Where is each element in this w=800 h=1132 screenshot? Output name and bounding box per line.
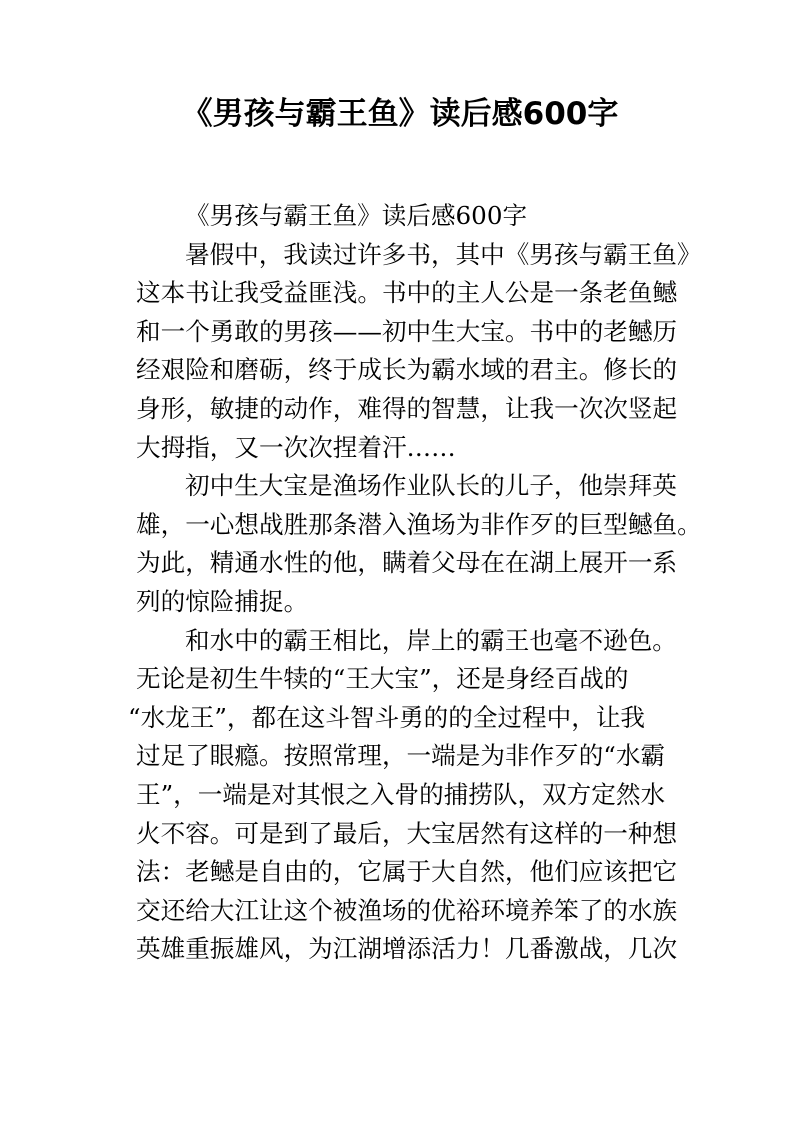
paragraph-1-line-4: 经艰险和磨砺，终于成长为霸水域的君主。修长的	[136, 355, 678, 385]
paragraph-3-line-9: 英雄重振雄风，为江湖增添活力！几番激战，几次	[136, 934, 678, 964]
paragraph-2-line-4: 列的惊险捕捉。	[136, 586, 309, 616]
paragraph-1-line-2: 这本书让我受益匪浅。书中的主人公是一条老鱼鳡	[136, 278, 678, 308]
text-line-subtitle: 《男孩与霸王鱼》读后感600字	[185, 201, 528, 230]
paragraph-3-line-2: 无论是初生牛犊的“王大宝”，还是身经百战的	[136, 664, 629, 694]
page-title: 《男孩与霸王鱼》读后感600字	[181, 96, 619, 132]
paragraph-3-line-8: 交还给大江让这个被渔场的优裕环境养笨了的水族	[136, 895, 678, 925]
paragraph-3-line-4: 过足了眼瘾。按照常理，一端是为非作歹的“水霸	[136, 741, 666, 771]
paragraph-1-line-1: 暑假中，我读过许多书，其中《男孩与霸王鱼》	[185, 239, 702, 269]
paragraph-3-line-3: “水龙王”，都在这斗智斗勇的的全过程中，让我	[128, 702, 646, 732]
paragraph-3-line-6: 火不容。可是到了最后，大宝居然有这样的一种想	[136, 818, 678, 848]
paragraph-2-line-3: 为此，精通水性的他，瞒着父母在在湖上展开一系	[136, 548, 678, 578]
paragraph-1-line-3: 和一个勇敢的男孩——初中生大宝。书中的老鳡历	[136, 316, 678, 346]
document-body	[128, 197, 702, 969]
paragraph-2-line-1: 初中生大宝是渔场作业队长的儿子，他崇拜英	[185, 471, 677, 501]
paragraph-2-line-2: 雄，一心想战胜那条潜入渔场为非作歹的巨型鳡鱼。	[136, 509, 702, 539]
paragraph-3-line-1: 和水中的霸王相比，岸上的霸王也毫不逊色。	[185, 625, 677, 655]
paragraph-3-line-5: 王”，一端是对其恨之入骨的捕捞队，双方定然水	[136, 779, 666, 809]
paragraph-1-line-6: 大拇指，又一次次捏着汗……	[136, 432, 456, 462]
paragraph-1-line-5: 身形，敏捷的动作，难得的智慧，让我一次次竖起	[136, 393, 678, 423]
paragraph-3-line-7: 法：老鳡是自由的，它属于大自然，他们应该把它	[136, 857, 678, 887]
